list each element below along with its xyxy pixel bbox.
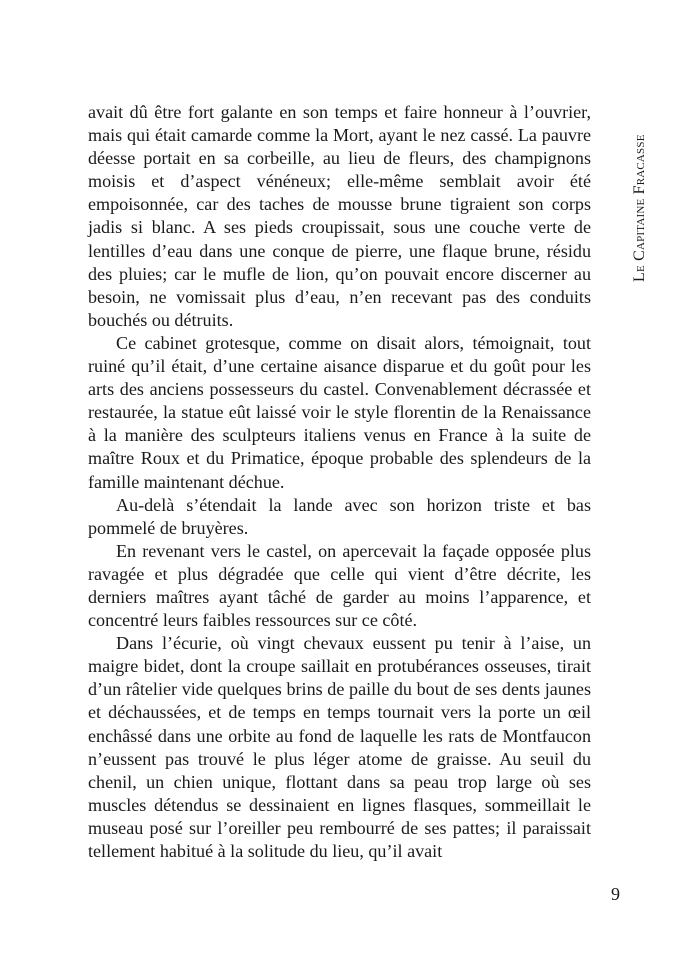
page-number: 9 — [611, 884, 620, 904]
paragraph: Au-delà s’étendait la lande avec son horizon triste et bas pommelé de bruyères. — [88, 494, 591, 538]
paragraph: En revenant vers le castel, on apercevait la façade opposée plus ravagée et plus dégradée que celle qui vient d’être décrite, les derniers maîtres ayant tâché de garder au moins l’apparence, et concentré leurs faibles ressources sur ce côté. — [88, 540, 591, 631]
paragraph: Dans l’écurie, où vingt chevaux eussent pu tenir à l’aise, un maigre bidet, dont la croupe saillait en protubérances osseuses, tirait d’un râtelier vide quelques brins de paille du bout de ses dents jaunes et déchaussées, et de temps en temps tournait vers la porte un œil enchâssé dans une orbite au fond de laquelle les rats de Montfaucon n’eussent pas trouvé le plus léger atome de graisse. Au seuil du chenil, un chien unique, flottant dans sa peau trop large où ses muscles détendus se dessinaient en lignes flasques, sommeillait le museau posé sur l’oreiller peu rembourré de ses pattes; il paraissait tellement habitué à la solitude du lieu, qu’il avait — [88, 633, 591, 861]
paragraph: Ce cabinet grotesque, comme on disait alors, témoignait, tout ruiné qu’il était, d’une certaine aisance disparue et du goût pour les arts des anciens possesseurs du castel. Convenablement décrassée et restaurée, la statue eût laissé voir le style florentin de la Renaissance à la manière des sculpteurs italiens venus en France à la suite de maître Roux et du Primatice, époque probable des splendeurs de la famille maintenant déchue. — [88, 332, 591, 492]
body-text — [88, 101, 591, 863]
paragraph: avait dû être fort galante en son temps et faire honneur à l’ouvrier, mais qui était camarde comme la Mort, ayant le nez cassé. La pauvre déesse portait en sa corbeille, au lieu de fleurs, des champignons moisis et d’aspect vénéneux; elle-même semblait avoir été empoisonnée, car des taches de mousse brune tigraient son corps jadis si blanc. A ses pieds croupissait, sous une couche verte de lentilles d’eau dans une conque de pierre, une flaque brune, résidu des pluies; car le mufle de lion, qu’on pouvait encore discerner au besoin, ne vomissait plus d’eau, n’en recevant pas des conduits bouchés ou détruits. — [88, 102, 591, 330]
running-head — [604, 104, 648, 282]
running-head-title: Le Capitaine Fracasse — [631, 134, 648, 282]
